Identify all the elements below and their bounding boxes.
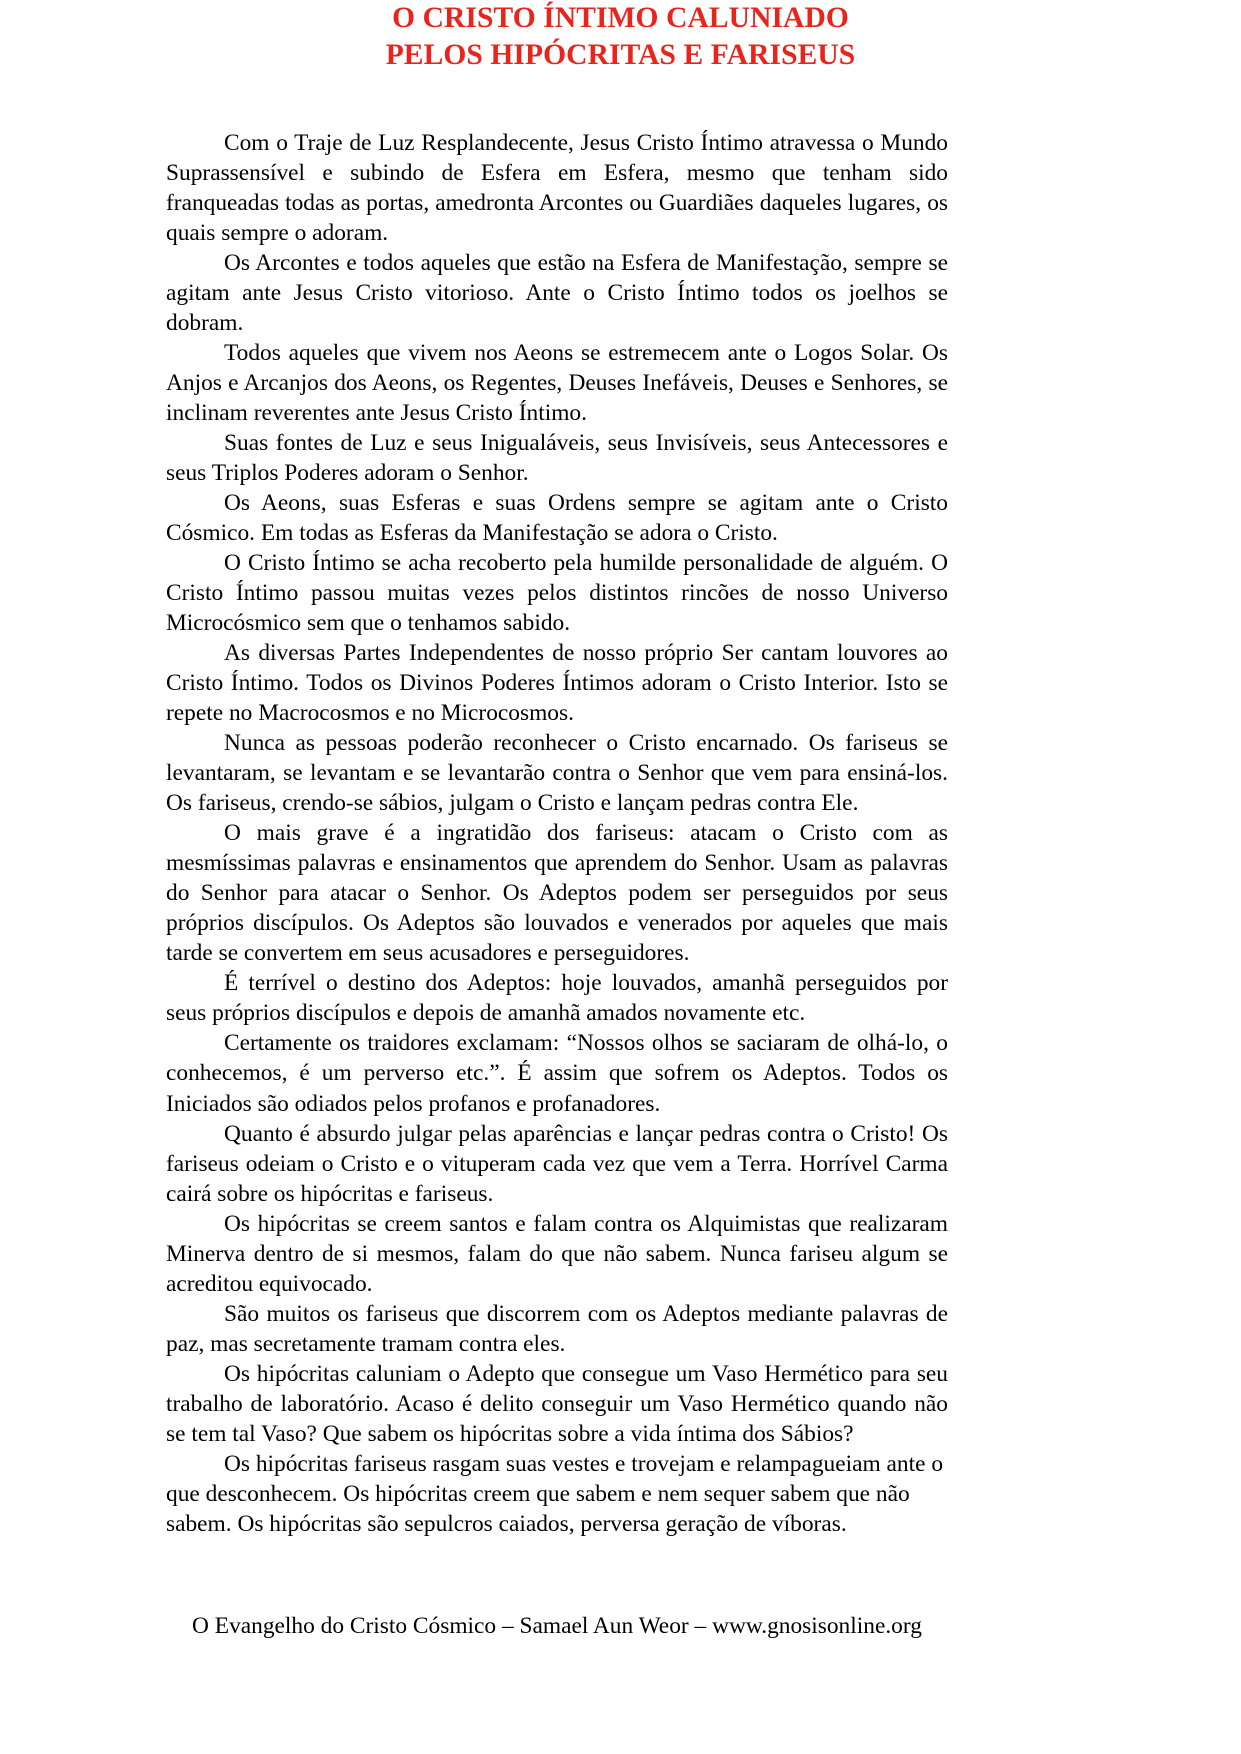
paragraph: Quanto é absurdo julgar pelas aparências e lançar pedras contra o Cristo! Os fariseus odeiam o Cristo e o vituperam cada vez que vem a Terra. Horrível Carma cairá sobre os hipócritas e fariseus. [166,1120,948,1207]
paragraph: Os Aeons, suas Esferas e suas Ordens sempre se agitam ante o Cristo Cósmico. Em todas as Esferas da Manifestação se adora o Cristo. [166,490,948,547]
paragraph: As diversas Partes Independentes de nosso próprio Ser cantam louvores ao Cristo Íntimo. Todos os Divinos Poderes Íntimos adoram o Cristo Interior. Isto se repete no Macrocosmos e no Microcosmos. [166,640,948,727]
paragraph: Nunca as pessoas poderão reconhecer o Cristo encarnado. Os fariseus se levantaram, se levantam e se levantarão contra o Senhor que vem para ensiná-los. Os fariseus, crendo-se sábios, julgam o Cristo e lançam pedras contra Ele. [166,730,948,817]
paragraph: É terrível o destino dos Adeptos: hoje louvados, amanhã perseguidos por seus próprios discípulos e depois de amanhã amados novamente etc. [166,970,948,1027]
paragraph: Com o Traje de Luz Resplandecente, Jesus Cristo Íntimo atravessa o Mundo Suprassensível e subindo de Esfera em Esfera, mesmo que tenham sido franqueadas todas as portas, amedronta Arcontes ou Guardiães daqueles lugares, os quais sempre o adoram. [166,130,948,247]
body-text-block [166,128,948,1539]
document-body [166,128,948,1539]
paragraph: Certamente os traidores exclamam: “Nossos olhos se saciaram de olhá-lo, o conhecemos, é um perverso etc.”. É assim que sofrem os Adeptos. Todos os Iniciados são odiados pelos profanos e profanadores. [166,1030,948,1117]
page-footer: O Evangelho do Cristo Cósmico – Samael Aun Weor – www.gnosisonline.org [192,1613,922,1639]
paragraph: O Cristo Íntimo se acha recoberto pela humilde personalidade de alguém. O Cristo Íntimo passou muitas vezes pelos distintos rincões de nosso Universo Microcósmico sem que o tenhamos sabido. [166,550,948,637]
paragraph: Todos aqueles que vivem nos Aeons se estremecem ante o Logos Solar. Os Anjos e Arcanjos dos Aeons, os Regentes, Deuses Inefáveis, Deuses e Senhores, se inclinam reverentes ante Jesus Cristo Íntimo. [166,340,948,427]
paragraph: Os hipócritas caluniam o Adepto que consegue um Vaso Hermético para seu trabalho de laboratório. Acaso é delito conseguir um Vaso Hermético quando não se tem tal Vaso? Que sabem os hipócritas sobre a vida íntima dos Sábios? [166,1360,948,1447]
paragraph: Os Arcontes e todos aqueles que estão na Esfera de Manifestação, sempre se agitam ante Jesus Cristo vitorioso. Ante o Cristo Íntimo todos os joelhos se dobram. [166,250,948,337]
paragraph: São muitos os fariseus que discorrem com os Adeptos mediante palavras de paz, mas secretamente tramam contra eles. [166,1300,948,1357]
paragraph: Os hipócritas se creem santos e falam contra os Alquimistas que realizaram Minerva dentro de si mesmos, falam do que não sabem. Nunca fariseu algum se acreditou equivocado. [166,1210,948,1297]
page-title-line-1: O CRISTO ÍNTIMO CALUNIADO [392,2,849,34]
page-title [0,0,1241,74]
paragraph: Suas fontes de Luz e seus Inigualáveis, seus Invisíveis, seus Antecessores e seus Triplos Poderes adoram o Senhor. [166,430,948,487]
page-title-line-2: PELOS HIPÓCRITAS E FARISEUS [385,39,856,72]
paragraph: O mais grave é a ingratidão dos fariseus: atacam o Cristo com as mesmíssimas palavras e ensinamentos que aprendem do Senhor. Usam as palavras do Senhor para atacar o Senhor. Os Adeptos podem ser perseguidos por seus próprios discípulos. Os Adeptos são louvados e venerados por aqueles que mais tarde se convertem em seus acusadores e perseguidores. [166,820,948,967]
paragraph: Os hipócritas fariseus rasgam suas vestes e trovejam e relampagueiam ante o que desconhecem. Os hipócritas creem que sabem e nem sequer sabem que não sabem. Os hipócritas são sepulcros caiados, perversa geração de víboras. [166,1450,944,1537]
